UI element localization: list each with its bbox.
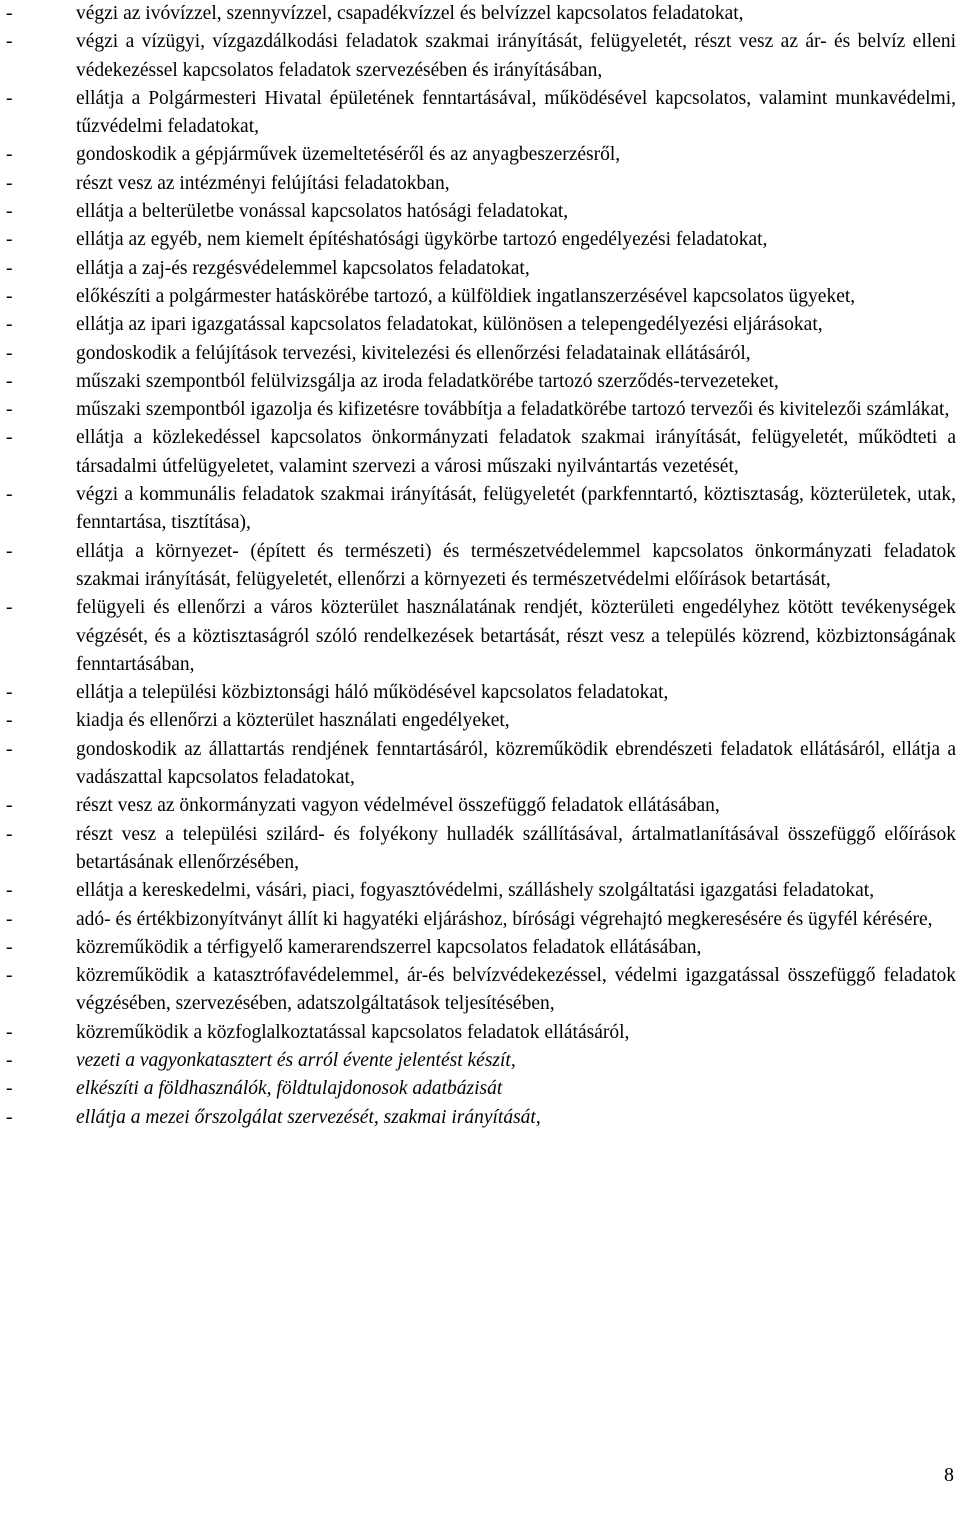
list-item <box>6 283 956 311</box>
list-item-dash: - <box>6 484 13 506</box>
list-item-dash: - <box>6 1078 13 1100</box>
list-item <box>6 481 956 538</box>
list-item-text: adó- és értékbizonyítványt állít ki hagyatéki eljáráshoz, bírósági végrehajtó megkeresésére és ügyfél kérésére, <box>76 908 933 930</box>
page-number: 8 <box>944 1464 954 1486</box>
list-item-text: elkészíti a földhasználók, földtulajdonosok adatbázisát <box>76 1078 503 1100</box>
list-item-dash: - <box>6 172 13 194</box>
list-item <box>6 877 956 905</box>
list-item-dash: - <box>6 229 13 251</box>
list-item-dash: - <box>6 87 13 109</box>
list-item-dash: - <box>6 880 13 902</box>
list-item-dash: - <box>6 370 13 392</box>
list-item-text: műszaki szempontból igazolja és kifizetésre továbbítja a feladatkörébe tartozó tervezői és kivitelezői számlákat, <box>76 399 950 421</box>
list-item-dash: - <box>6 1106 13 1128</box>
list-item-dash: - <box>6 965 13 987</box>
list-item <box>6 85 956 142</box>
list-item-text: közreműködik a katasztrófavédelemmel, ár-és belvízvédekezéssel, védelmi igazgatással összefüggő feladatok végzésében, szervezésében, adatszolgáltatások teljesítésében, <box>76 965 956 1015</box>
list-item <box>6 962 956 1019</box>
list-item <box>6 0 956 28</box>
list-item <box>6 226 956 254</box>
list-item <box>6 792 956 820</box>
list-item-text: előkészíti a polgármester hatáskörébe tartozó, a külföldiek ingatlanszerzésével kapcsolatos ügyeket, <box>76 285 856 307</box>
list-item-text: közreműködik a közfoglalkoztatással kapcsolatos feladatok ellátásáról, <box>76 1021 630 1043</box>
list-item-text: ellátja az ipari igazgatással kapcsolatos feladatokat, különösen a telepengedélyezési eljárásokat, <box>76 314 823 336</box>
list-item-text: kiadja és ellenőrzi a közterület használati engedélyeket, <box>76 710 510 732</box>
list-item-dash: - <box>6 738 13 760</box>
list-item-text: végzi az ivóvízzel, szennyvízzel, csapadékvízzel és belvízzel kapcsolatos feladatokat, <box>76 3 744 24</box>
list-item-text: részt vesz a települési szilárd- és folyékony hulladék szállításával, ártalmatlanításával összefüggő előírások betartásának ellenőrzésében, <box>76 823 956 873</box>
list-item <box>6 736 956 793</box>
list-item-text: ellátja a zaj-és rezgésvédelemmel kapcsolatos feladatokat, <box>76 257 530 279</box>
list-item-text: műszaki szempontból felülvizsgálja az iroda feladatkörébe tartozó szerződés-tervezeteket, <box>76 370 779 392</box>
duty-list <box>6 0 956 1132</box>
list-item-text: végzi a vízügyi, vízgazdálkodási feladatok szakmai irányítását, felügyeletét, részt vesz az ár- és belvíz elleni védekezéssel kapcsolatos feladatok szervezésében és irányításában, <box>76 31 956 81</box>
list-item-dash: - <box>6 285 13 307</box>
list-item-dash: - <box>6 399 13 421</box>
list-item <box>6 821 956 878</box>
list-item-dash: - <box>6 540 13 562</box>
list-item <box>6 1104 956 1132</box>
list-item-text: gondoskodik a gépjárművek üzemeltetéséről és az anyagbeszerzésről, <box>76 144 621 166</box>
list-item-dash: - <box>6 908 13 930</box>
list-item-text: ellátja a Polgármesteri Hivatal épületének fenntartásával, működésével kapcsolatos, valamint munkavédelmi, tűzvédelmi feladatokat, <box>76 87 956 138</box>
list-item <box>6 906 956 934</box>
list-item-text: ellátja az egyéb, nem kiemelt építéshatósági ügykörbe tartozó engedélyezési feladatokat, <box>76 229 768 251</box>
list-item-text: részt vesz az önkormányzati vagyon védelmével összefüggő feladatok ellátásában, <box>76 795 720 817</box>
list-item <box>6 679 956 707</box>
list-item-dash: - <box>6 823 13 845</box>
list-item-dash: - <box>6 31 13 53</box>
list-item <box>6 1047 956 1075</box>
list-item-dash: - <box>6 936 13 958</box>
list-item <box>6 707 956 735</box>
list-item <box>6 255 956 283</box>
list-item-dash: - <box>6 795 13 817</box>
list-item <box>6 311 956 339</box>
list-item-dash: - <box>6 342 13 364</box>
list-item-text: közreműködik a térfigyelő kamerarendszerrel kapcsolatos feladatok ellátásában, <box>76 936 702 958</box>
list-item-text: vezeti a vagyonkatasztert és arról évente jelentést készít, <box>76 1049 516 1071</box>
list-item <box>6 170 956 198</box>
list-item-dash: - <box>6 710 13 732</box>
list-item-dash: - <box>6 427 13 449</box>
list-item-text: gondoskodik a felújítások tervezési, kivitelezési és ellenőrzési feladatainak ellátásáról, <box>76 342 751 364</box>
list-item-text: végzi a kommunális feladatok szakmai irányítását, felügyeletét (parkfenntartó, köztisztaság, közterületek, utak, fenntartása, tisztítása), <box>76 484 956 534</box>
list-item-dash: - <box>6 257 13 279</box>
list-item <box>6 141 956 169</box>
list-item <box>6 368 956 396</box>
list-item <box>6 198 956 226</box>
list-item <box>6 340 956 368</box>
list-item <box>6 424 956 481</box>
list-item-dash: - <box>6 3 13 24</box>
list-item <box>6 1019 956 1047</box>
list-item-text: ellátja a mezei őrszolgálat szervezését, szakmai irányítását, <box>76 1106 541 1128</box>
list-item-text: felügyeli és ellenőrzi a város közterület használatának rendjét, közterületi engedélyhez kötött tevékenységek végzését, és a köztisztaságról szóló rendelkezések betartását, részt vesz a település közrend, közbiztonságának fenntartásában, <box>76 597 956 675</box>
list-item-text: ellátja a települési közbiztonsági háló működésével kapcsolatos feladatokat, <box>76 682 669 704</box>
list-item-text: ellátja a kereskedelmi, vásári, piaci, fogyasztóvédelmi, szálláshely szolgáltatási igazgatási feladatokat, <box>76 880 875 902</box>
list-item <box>6 396 956 424</box>
list-item <box>6 28 956 85</box>
list-item <box>6 934 956 962</box>
list-item <box>6 1075 956 1103</box>
list-item-text: ellátja a környezet- (épített és természeti) és természetvédelemmel kapcsolatos önkormányzati feladatok szakmai irányítását, felügyeletét, ellenőrzi a környezeti és természetvédelmi előírások betartását, <box>76 540 956 590</box>
list-item-text: ellátja a közlekedéssel kapcsolatos önkormányzati feladatok szakmai irányítását, felügyeletét, működteti a társadalmi útfelügyeletet, valamint szervezi a városi műszaki nyilvántartás vezetését, <box>76 427 956 477</box>
list-item-dash: - <box>6 201 13 223</box>
list-item <box>6 538 956 595</box>
list-item-dash: - <box>6 682 13 704</box>
list-item-text: részt vesz az intézményi felújítási feladatokban, <box>76 172 450 194</box>
list-item <box>6 594 956 679</box>
list-item-dash: - <box>6 1021 13 1043</box>
list-item-text: gondoskodik az állattartás rendjének fenntartásáról, közreműködik ebrendészeti feladatok ellátásáról, ellátja a vadászattal kapcsolatos feladatokat, <box>76 738 956 789</box>
list-item-text: ellátja a belterületbe vonással kapcsolatos hatósági feladatokat, <box>76 201 569 223</box>
list-item-dash: - <box>6 144 13 166</box>
list-item-dash: - <box>6 1049 13 1071</box>
list-item-dash: - <box>6 597 13 619</box>
list-item-dash: - <box>6 314 13 336</box>
